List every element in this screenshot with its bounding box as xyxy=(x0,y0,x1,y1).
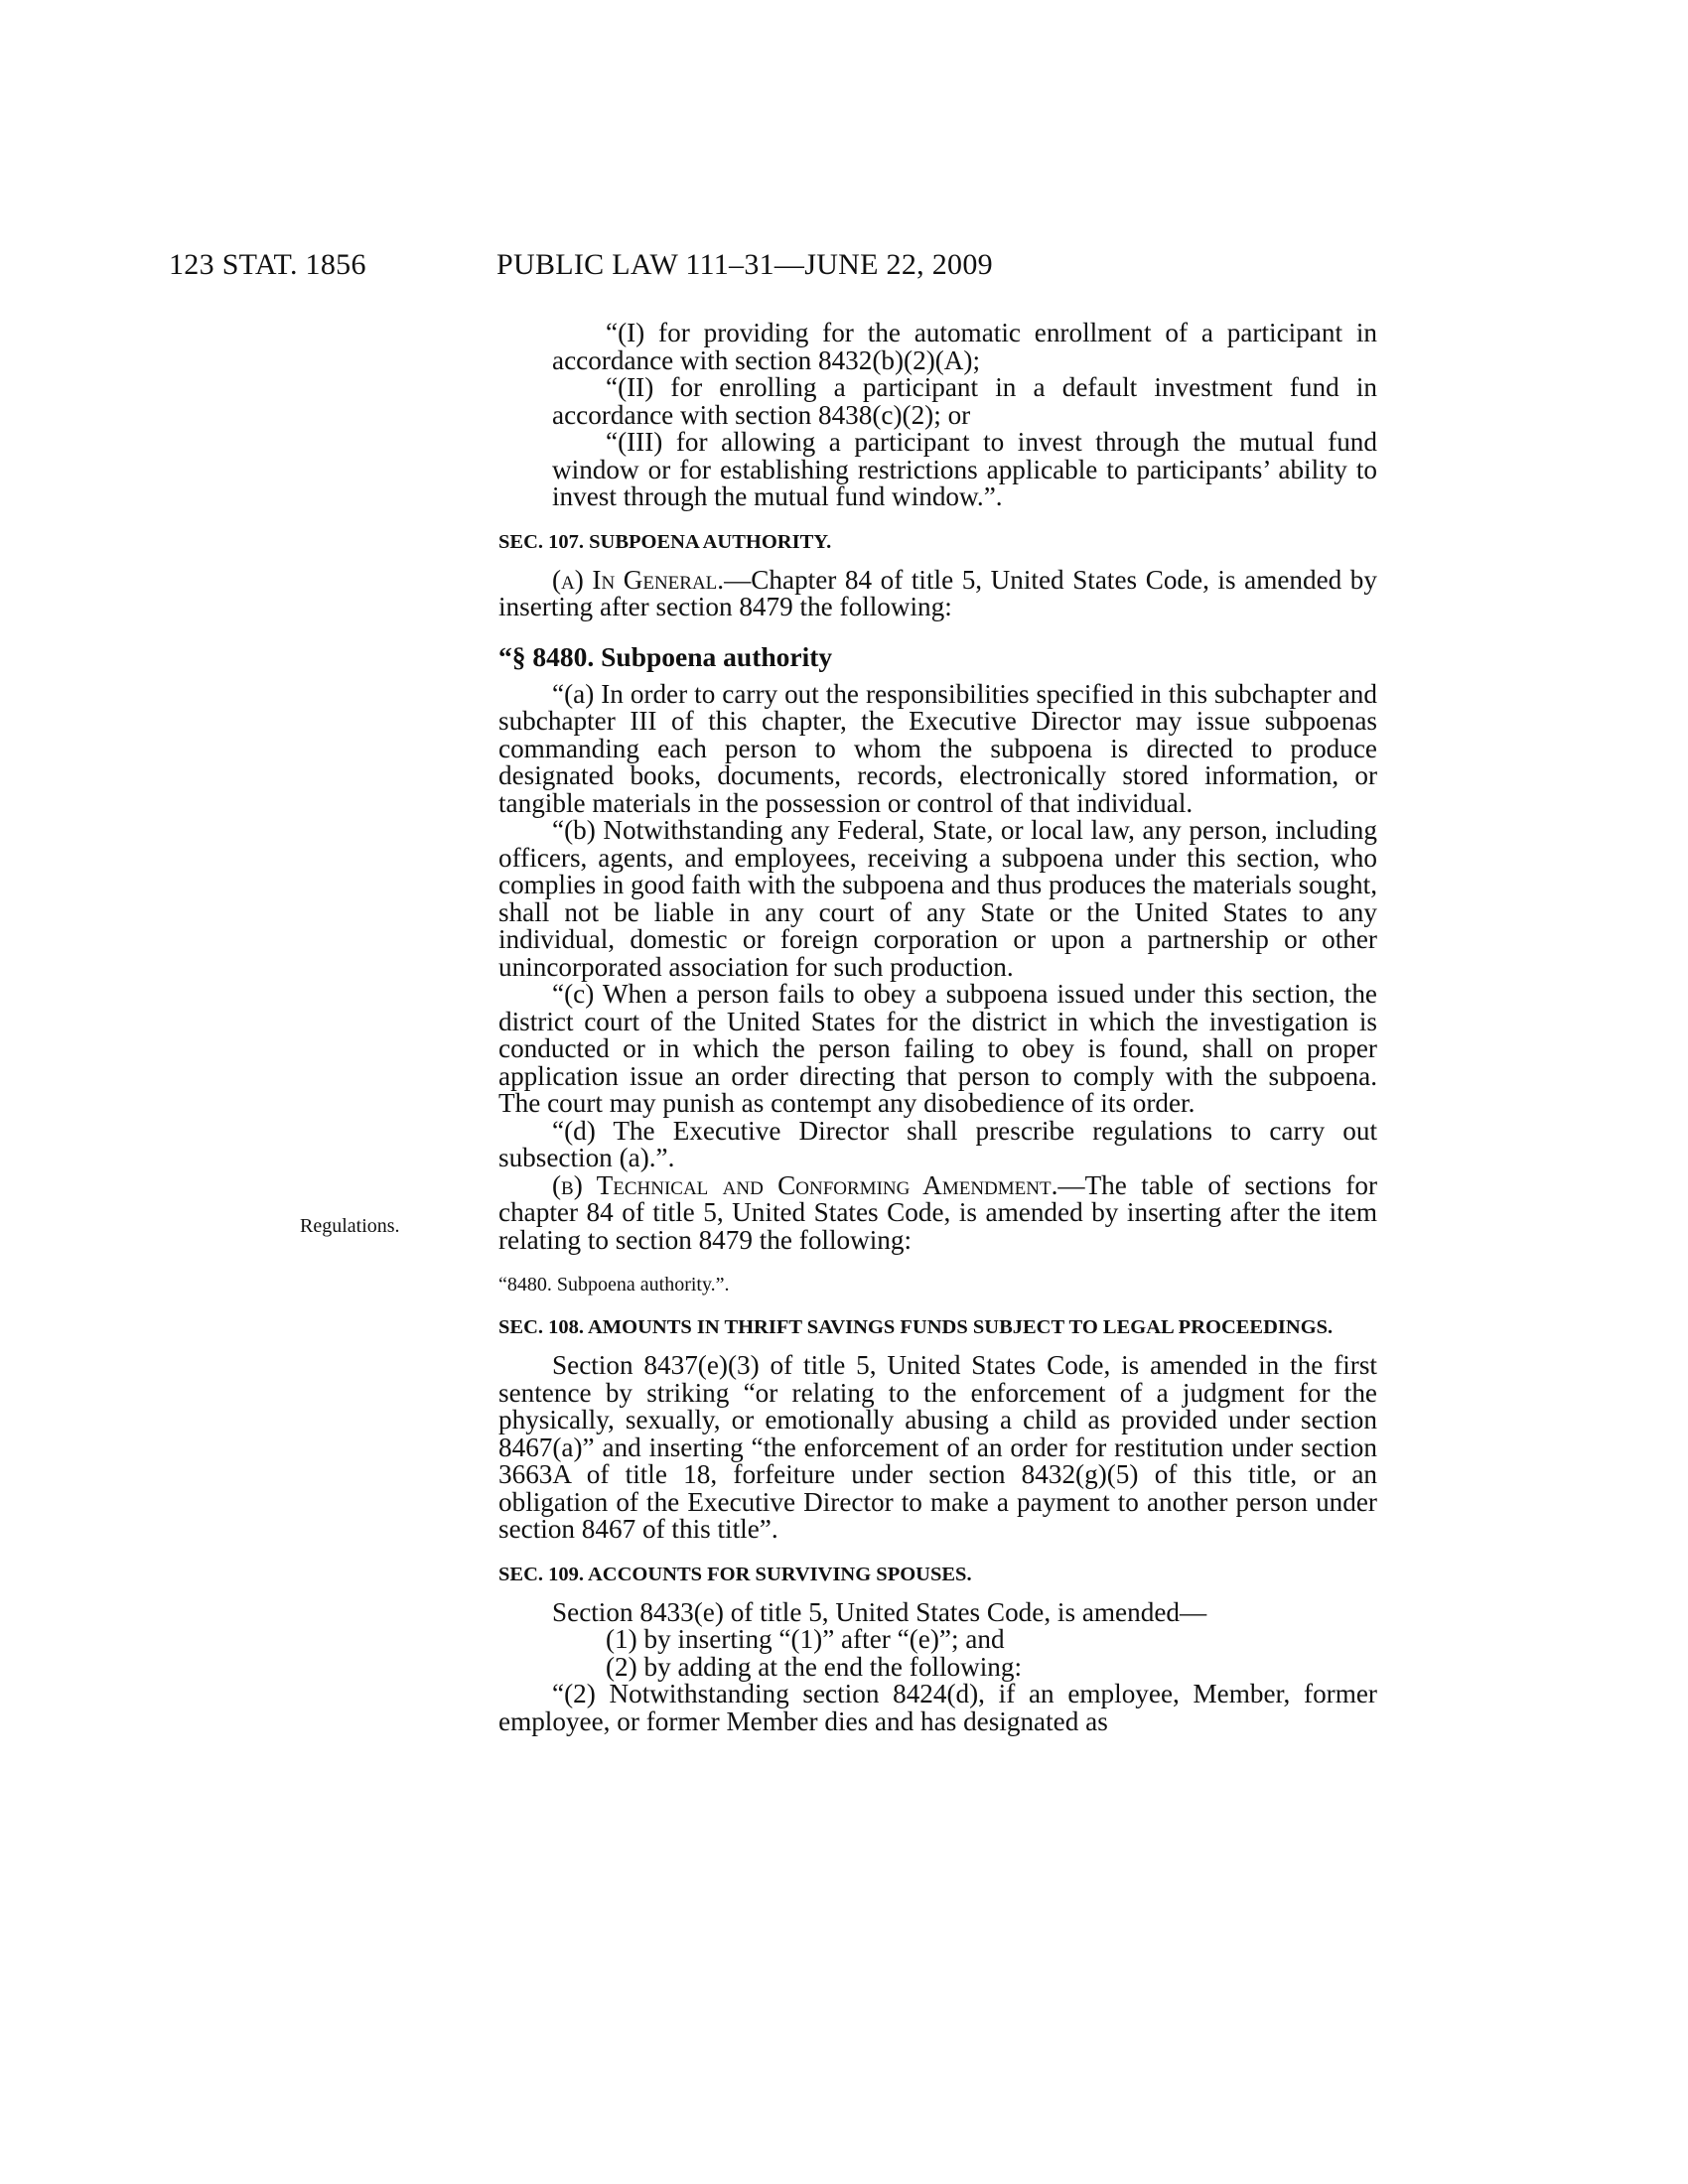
table-of-sections-item: “8480. Subpoena authority.”. xyxy=(498,1274,730,1296)
section-107-subsection-b xyxy=(498,1169,1377,1255)
subsection-b-label: (b) Technical and Conforming Amendment. xyxy=(552,1169,1058,1200)
section-8480-paragraph-b: “(b) Notwithstanding any Federal, State, or local law, any person, including officers, agents, and employees, receiving a subpoena under this section, who complies in good faith with the subpoena and thus produces the materials sought, shall not be liable in any court of any State or the United States to any individual, domestic or foreign corporation or upon a partnership or other unincorporated association for such production. xyxy=(498,815,1377,982)
clause-ii: “(II) for enrolling a participant in a default investment fund in accordance with section 8438(c)(2); or xyxy=(552,372,1377,430)
section-109-intro: Section 8433(e) of title 5, United States Code, is amended— xyxy=(552,1596,1207,1627)
section-8480-paragraph-d: “(d) The Executive Director shall prescribe regulations to carry out subsection (a).”. xyxy=(498,1115,1377,1172)
body-text-column xyxy=(498,320,1377,1735)
clause-i: “(I) for providing for the automatic enrollment of a participant in accordance with section 8432(b)(2)(A); xyxy=(552,318,1377,375)
stat-citation: 123 STAT. 1856 xyxy=(169,248,366,281)
section-109-item-2: (2) by adding at the end the following: xyxy=(606,1651,1023,1682)
section-109-paragraph-2: “(2) Notwithstanding section 8424(d), if an employee, Member, former employee, or former Member dies and has designated as xyxy=(498,1679,1377,1736)
section-8480-heading: “§ 8480. Subpoena authority xyxy=(498,640,833,672)
section-108-text: Section 8437(e)(3) of title 5, United States Code, is amended in the first sentence by striking “or relating to the enforcement of a judgment for the physically, sexually, or emotionally abusing a child as provided under section 8467(a)” and inserting “the enforcement of an order for restitution under section 3663A of title 18, forfeiture under section 8432(g)(5) of this title, or an obligation of the Executive Director to make a payment to another person under section 8467 of this title”. xyxy=(498,1350,1377,1544)
section-108-heading: SEC. 108. AMOUNTS IN THRIFT SAVINGS FUNDS SUBJECT TO LEGAL PROCEEDINGS. xyxy=(498,1316,1334,1338)
section-109-heading: SEC. 109. ACCOUNTS FOR SURVIVING SPOUSES. xyxy=(498,1563,972,1585)
section-107-heading: SEC. 107. SUBPOENA AUTHORITY. xyxy=(498,530,832,553)
subsection-a-text: —Chapter 84 of title 5, United States Code, is amended by inserting after section 8479 the following: xyxy=(498,564,1377,621)
section-107-subsection-a xyxy=(498,564,1377,621)
margin-note-regulations: Regulations. xyxy=(300,1215,400,1237)
law-title: PUBLIC LAW 111–31—JUNE 22, 2009 xyxy=(496,248,993,281)
section-8480-paragraph-a: “(a) In order to carry out the responsibilities specified in this subchapter and subchapter III of this chapter, the Executive Director may issue subpoenas commanding each person to whom the subpoena is directed to produce designated books, documents, records, electronically stored information, or tangible materials in the possession or control of that individual. xyxy=(498,678,1377,818)
subsection-a-label: (a) In General. xyxy=(552,564,725,595)
section-8480-paragraph-c: “(c) When a person fails to obey a subpoena issued under this section, the district court of the United States for the district in which the investigation is conducted or in which the person failing to obey is found, shall on proper application issue an order directing that person to comply with the subpoena. The court may punish as contempt any disobedience of its order. xyxy=(498,979,1377,1118)
subsection-b-text: —The table of sections for chapter 84 of title 5, United States Code, is amended by inserting after the item relating to section 8479 the following: xyxy=(498,1169,1377,1255)
section-109-item-1: (1) by inserting “(1)” after “(e)”; and xyxy=(606,1624,1005,1654)
clause-iii: “(III) for allowing a participant to invest through the mutual fund window or for establishing restrictions applicable to participants’ ability to invest through the mutual fund window.”. xyxy=(552,427,1377,511)
